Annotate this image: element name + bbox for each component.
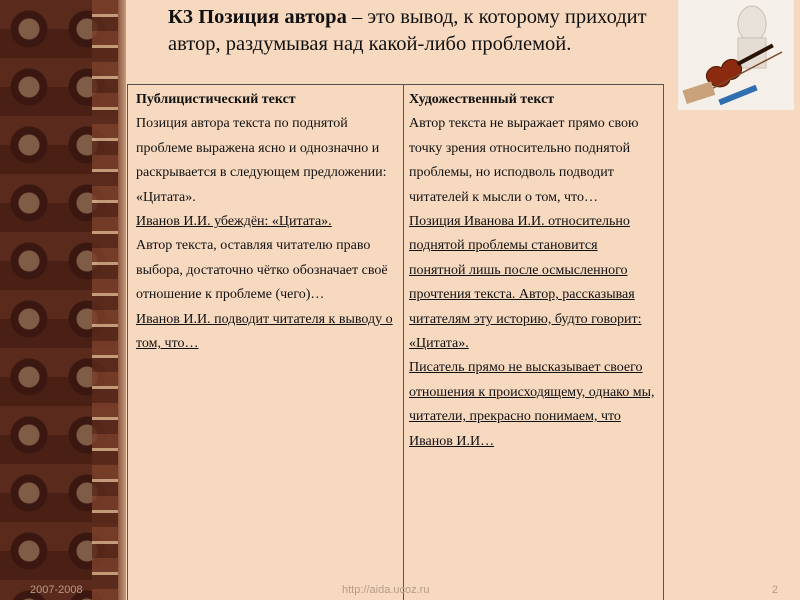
comparison-table	[127, 84, 664, 600]
title-line2: автор, раздумывая над какой-либо проблемой.	[168, 33, 572, 55]
fiction-underline-1: Позиция Иванова И.И. относительно поднятой проблемы становится понятной лишь после осмысленного прочтения текста. Автор, рассказывая читателям эту историю, будто говорит: «Цитата».	[409, 214, 642, 352]
title-rest: – это вывод, к которому приходит	[346, 6, 647, 28]
page-number: 2	[771, 584, 778, 596]
publicistic-underline-1: Иванов И.И. убеждён: «Цитата».	[136, 214, 332, 230]
publicistic-text-2: Автор текста, оставляя читателю право выбора, достаточно чётко обозначает своё отношение к проблеме (чего)…	[136, 238, 388, 303]
column-publicistic	[128, 85, 404, 600]
column-fiction	[404, 85, 663, 600]
fiction-text-1: Автор текста не выражает прямо свою точку зрения относительно поднятой проблемы, но исподволь подводит читателей к мысли о том, что…	[409, 116, 639, 205]
publicistic-underline-2: Иванов И.И. подводит читателя к выводу о том, что…	[136, 311, 393, 352]
column-heading-fiction: Художественный текст	[409, 92, 555, 107]
border-strip	[118, 0, 126, 600]
footer-date: 2007-2008	[30, 584, 83, 596]
fiction-underline-2: Писатель прямо не высказывает своего отношения к происходящему, однако мы, читатели, прекрасно понимаем, что Иванов И.И…	[409, 360, 655, 449]
slide-footer	[0, 584, 800, 598]
violin-image	[678, 0, 794, 110]
footer-url[interactable]: http://aida.ucoz.ru	[342, 584, 430, 596]
decorative-border	[0, 0, 118, 600]
column-heading-publicistic: Публицистический текст	[136, 92, 296, 107]
title-bold: К3 Позиция автора	[168, 6, 347, 28]
publicistic-text-1: Позиция автора текста по поднятой проблеме выражена ясно и однозначно и раскрывается в следующем предложении: «Цитата».	[136, 116, 387, 205]
slide-title	[168, 4, 698, 58]
